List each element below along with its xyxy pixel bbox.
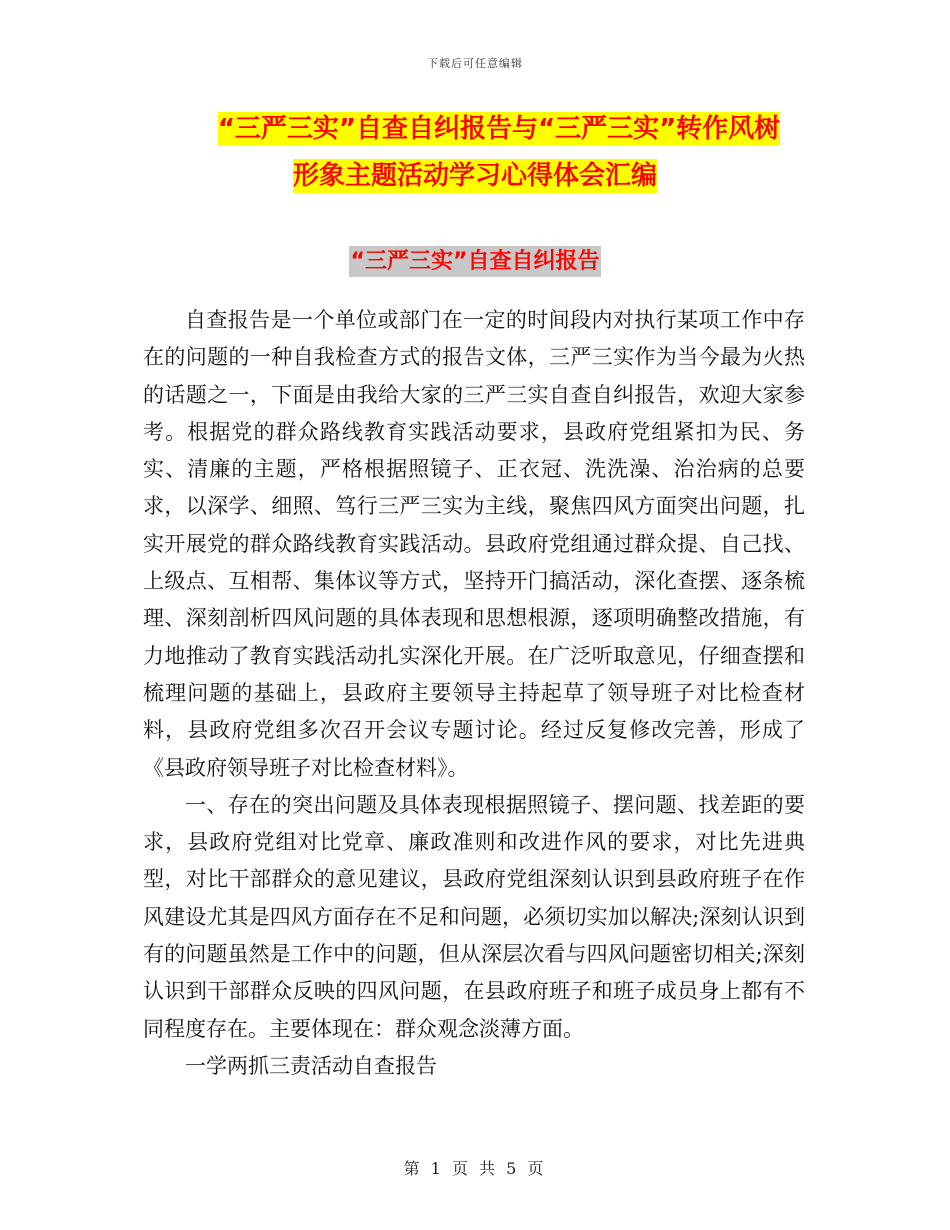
page-header-note: 下载后可任意编辑 bbox=[427, 57, 523, 70]
paragraph-subheading: 一学两抓三责活动自查报告 bbox=[185, 1053, 437, 1078]
title-line-2-text: 形象主题活动学习心得体会汇编 bbox=[292, 161, 657, 191]
section-heading bbox=[0, 244, 950, 275]
paragraph-intro: 自查报告是一个单位或部门在一定的时间段内对执行某项工作中存在的问题的一种自我检查方式的报告文体，三严三实作为当今最为火热的话题之一，下面是由我给大家的三严三实自查自纠报告，欢迎大家参考。根据党的群众路线教育实践活动要求，县政府党组紧扣为民、务实、清廉的主题，严格根据照镜子、正衣冠、洗洗澡、治治病的总要求，以深学、细照、笃行三严三实为主线，聚焦四风方面突出问题，扎实开展党的群众路线教育实践活动。县政府党组通过群众提、自己找、上级点、互相帮、集体议等方式，坚持开门搞活动，深化查摆、逐条梳理、深刻剖析四风问题的具体表现和思想根源，逐项明确整改措施，有力地推动了教育实践活动扎实深化开展。在广泛听取意见，仔细查摆和梳理问题的基础上，县政府主要领导主持起草了领导班子对比检查材料，县政府党组多次召开会议专题讨论。经过反复修改完善，形成了《县政府领导班子对比检查材料》。 bbox=[143, 308, 805, 780]
title-line-1-text: “三严三实”自查自纠报告与“三严三实”转作风树 bbox=[217, 114, 781, 144]
document-title-line-1 bbox=[48, 106, 950, 153]
paragraph-problems: 一、存在的突出问题及具体表现根据照镜子、摆问题、找差距的要求，县政府党组对比党章、廉政准则和改进作风的要求，对比先进典型，对比干部群众的意见建议，县政府党组深刻认识到县政府班子在作风建设尤其是四风方面存在不足和问题，必须切实加以解决;深刻认识到有的问题虽然是工作中的问题，但从深层次看与四风问题密切相关;深刻认识到干部群众反映的四风问题，在县政府班子和班子成员身上都有不同程度存在。主要体现在：群众观念淡薄方面。 bbox=[143, 792, 805, 1041]
section-heading-text: “三严三实”自查自纠报告 bbox=[349, 246, 602, 277]
document-body bbox=[143, 302, 805, 1085]
page-number: 第 1 页 共 5 页 bbox=[403, 1159, 547, 1178]
document-title bbox=[0, 106, 950, 200]
document-title-line-2 bbox=[0, 153, 950, 200]
